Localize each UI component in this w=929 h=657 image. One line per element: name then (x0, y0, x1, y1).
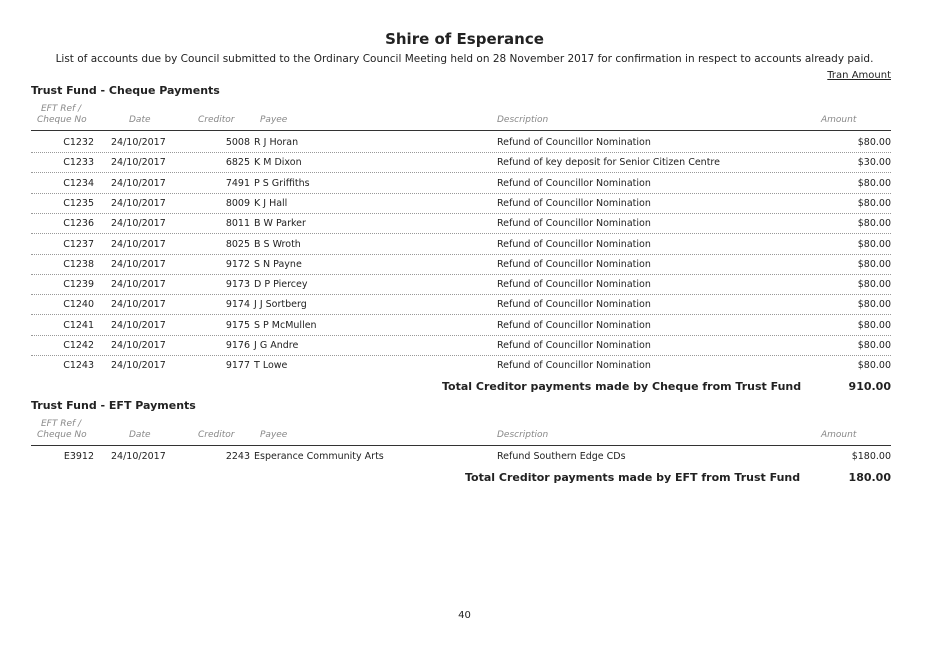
cell-creditor: 9177 (225, 360, 250, 372)
table-row (31, 335, 891, 356)
cell-ref: C1241 (63, 319, 94, 331)
col-date: Date (129, 430, 151, 440)
table-row (31, 315, 891, 336)
cell-date: 24/10/2017 (111, 238, 166, 250)
cell-date: 24/10/2017 (111, 319, 166, 331)
cheque-table-header (31, 104, 891, 131)
cell-payee: K M Dixon (254, 157, 302, 169)
col-amount: Amount (821, 430, 857, 440)
col-ref-line1: EFT Ref / (41, 104, 82, 114)
cell-date: 24/10/2017 (111, 137, 166, 148)
cell-amount: $80.00 (857, 258, 891, 270)
col-ref-line2: Cheque No (37, 115, 87, 125)
cell-description: Refund of Councillor Nomination (497, 299, 651, 311)
cell-payee: K J Hall (254, 197, 288, 209)
cell-amount: $80.00 (857, 299, 891, 311)
table-row (31, 213, 891, 234)
eft-table-header (31, 419, 891, 446)
eft-section-title: Trust Fund - EFT Payments (31, 399, 196, 412)
cell-creditor: 9175 (225, 319, 250, 331)
cell-amount: $80.00 (857, 218, 891, 230)
cheque-total-value: 910.00 (848, 380, 891, 393)
cell-description: Refund of Councillor Nomination (497, 319, 651, 331)
cell-payee: J J Sortberg (254, 299, 307, 311)
cell-creditor: 9173 (225, 279, 250, 291)
table-row (31, 132, 891, 153)
cell-amount: $80.00 (857, 197, 891, 209)
cell-creditor: 6825 (225, 157, 250, 169)
cell-creditor: 8009 (225, 197, 250, 209)
cheque-section-title: Trust Fund - Cheque Payments (31, 84, 220, 97)
cell-amount: $80.00 (857, 177, 891, 189)
table-row (31, 234, 891, 255)
cell-date: 24/10/2017 (111, 218, 166, 230)
cell-payee: Esperance Community Arts (254, 451, 384, 462)
cell-payee: R J Horan (254, 137, 299, 148)
cell-date: 24/10/2017 (111, 258, 166, 270)
table-row (31, 446, 891, 466)
cell-creditor: 8011 (225, 218, 250, 230)
col-date: Date (129, 115, 151, 125)
cell-amount: $80.00 (857, 360, 891, 372)
cell-ref: C1239 (63, 279, 94, 291)
cell-payee: T Lowe (254, 360, 288, 372)
cell-amount: $80.00 (857, 319, 891, 331)
cell-description: Refund of Councillor Nomination (497, 137, 651, 148)
table-row (31, 294, 891, 315)
cell-description: Refund of Councillor Nomination (497, 258, 651, 270)
cell-payee: B W Parker (254, 218, 306, 230)
cell-amount: $30.00 (857, 157, 891, 169)
cell-ref: E3912 (63, 451, 94, 462)
page-title: Shire of Esperance (385, 30, 544, 48)
page-number: 40 (458, 610, 471, 621)
table-row (31, 173, 891, 194)
cell-creditor: 9176 (225, 340, 250, 351)
cell-creditor: 9174 (225, 299, 250, 311)
cell-ref: C1235 (63, 197, 94, 209)
cell-ref: C1240 (63, 299, 94, 311)
cell-description: Refund of key deposit for Senior Citizen Centre (497, 157, 720, 169)
cell-payee: D P Piercey (254, 279, 308, 291)
cell-ref: C1238 (63, 258, 94, 270)
cell-creditor: 8025 (225, 238, 250, 250)
cell-amount: $80.00 (857, 279, 891, 291)
cell-description: Refund of Councillor Nomination (497, 177, 651, 189)
table-row (31, 152, 891, 173)
col-payee: Payee (260, 430, 288, 440)
cell-ref: C1232 (63, 137, 94, 148)
col-payee: Payee (260, 115, 288, 125)
col-creditor: Creditor (198, 430, 235, 440)
col-ref-line1: EFT Ref / (41, 419, 82, 429)
cell-ref: C1234 (63, 177, 94, 189)
cell-creditor: 9172 (225, 258, 250, 270)
cell-date: 24/10/2017 (111, 157, 166, 169)
cell-payee: S N Payne (254, 258, 302, 270)
eft-total-value: 180.00 (848, 471, 891, 484)
col-amount: Amount (821, 115, 857, 125)
cell-creditor: 2243 (225, 451, 250, 462)
tran-amount-link[interactable]: Tran Amount (827, 70, 891, 81)
cell-payee: B S Wroth (254, 238, 301, 250)
cell-date: 24/10/2017 (111, 360, 166, 372)
cell-creditor: 5008 (225, 137, 250, 148)
cell-date: 24/10/2017 (111, 299, 166, 311)
col-description: Description (497, 115, 549, 125)
cell-description: Refund Southern Edge CDs (497, 451, 626, 462)
table-row (31, 355, 891, 375)
cell-description: Refund of Councillor Nomination (497, 197, 651, 209)
col-creditor: Creditor (198, 115, 235, 125)
cell-date: 24/10/2017 (111, 451, 166, 462)
cheque-total-label: Total Creditor payments made by Cheque from Trust Fund (442, 380, 802, 393)
cell-ref: C1243 (63, 360, 94, 372)
table-row (31, 254, 891, 275)
eft-total-label: Total Creditor payments made by EFT from Trust Fund (465, 471, 801, 484)
cell-payee: J G Andre (254, 340, 299, 351)
cell-date: 24/10/2017 (111, 177, 166, 189)
cell-description: Refund of Councillor Nomination (497, 279, 651, 291)
cell-description: Refund of Councillor Nomination (497, 340, 651, 351)
cell-ref: C1242 (63, 340, 94, 351)
table-row (31, 274, 891, 295)
cell-date: 24/10/2017 (111, 279, 166, 291)
table-row (31, 193, 891, 214)
col-description: Description (497, 430, 549, 440)
cell-description: Refund of Councillor Nomination (497, 218, 651, 230)
cell-description: Refund of Councillor Nomination (497, 238, 651, 250)
cell-amount: $80.00 (857, 137, 891, 148)
cell-description: Refund of Councillor Nomination (497, 360, 651, 372)
cell-payee: P S Griffiths (254, 177, 310, 189)
col-ref-line2: Cheque No (37, 430, 87, 440)
page-subtitle: List of accounts due by Council submitted to the Ordinary Council Meeting held on 28 November 2017 for confirmation in respect to accounts already paid. (55, 53, 874, 65)
cell-date: 24/10/2017 (111, 340, 166, 351)
cell-creditor: 7491 (225, 177, 250, 189)
cell-amount: $80.00 (857, 340, 891, 351)
cell-ref: C1236 (63, 218, 94, 230)
cell-ref: C1237 (63, 238, 94, 250)
cell-ref: C1233 (63, 157, 94, 169)
cell-amount: $80.00 (857, 238, 891, 250)
cell-date: 24/10/2017 (111, 197, 166, 209)
cell-payee: S P McMullen (254, 319, 317, 331)
cell-amount: $180.00 (851, 451, 891, 462)
